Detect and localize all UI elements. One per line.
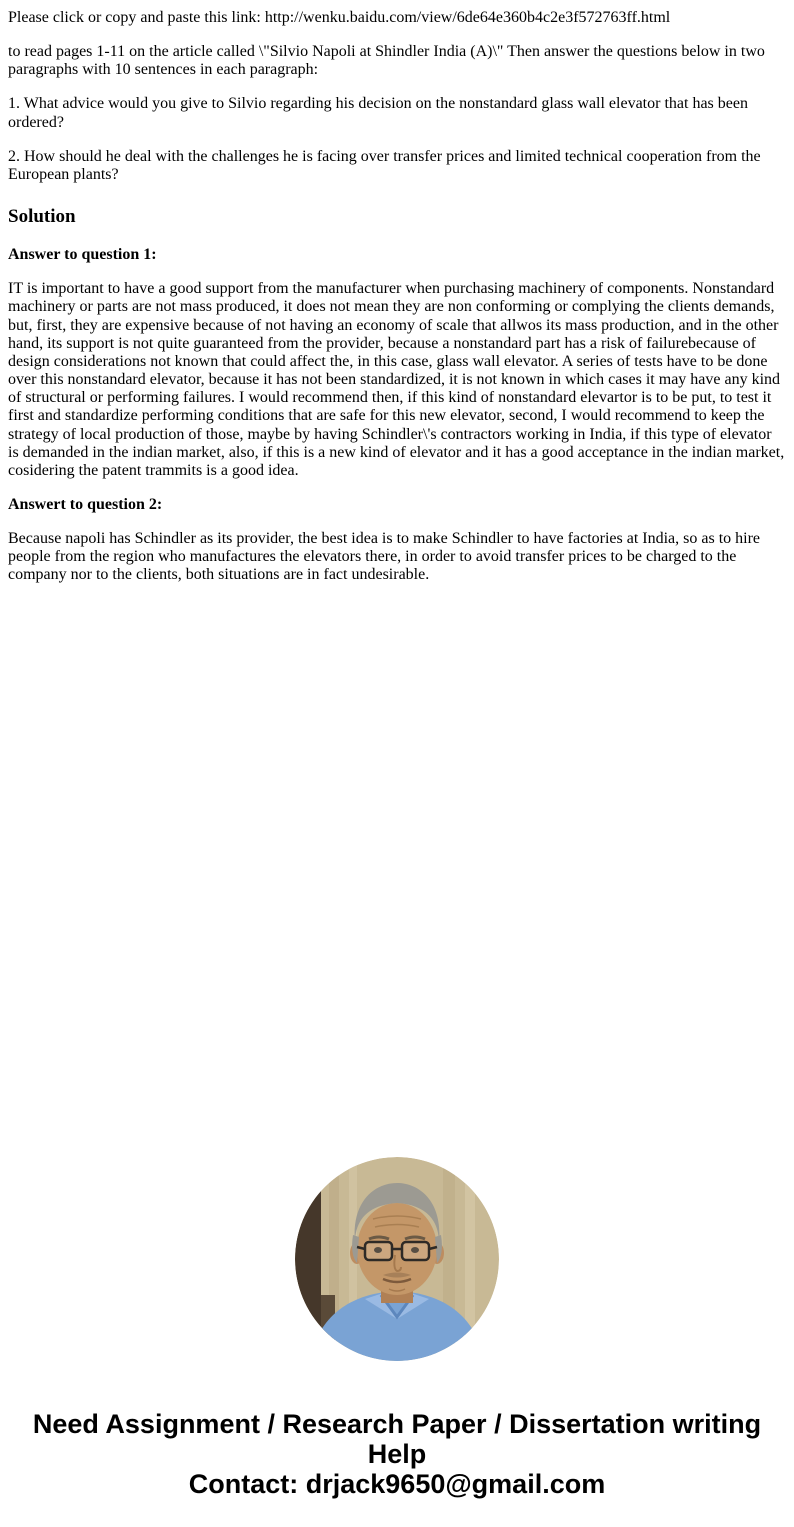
question-1: 1. What advice would you give to Silvio regarding his decision on the nonstandard glass wall elevator that has been ordered? [8, 95, 748, 131]
link-instruction-line [8, 9, 786, 27]
answer-2-text: Because napoli has Schindler as its provider, the best idea is to make Schindler to have factories at India, so as to hire people from the region who manufactures the elevators there, in order to avoid transfer prices to be charged to the company nor to the clients, both situations are in fact undesirable. [8, 530, 761, 584]
door-frame [295, 1157, 321, 1361]
question-2: 2. How should he deal with the challenges he is facing over transfer prices and limited technical cooperation from the European plants? [8, 147, 761, 183]
assignment-instructions: to read pages 1-11 on the article called \"Silvio Napoli at Shindler India (A)\" Then answer the questions below in two paragraphs with 10 sentences in each paragraph: [8, 43, 765, 79]
answer-2-label: Answert to question 2: [8, 495, 163, 513]
solution-heading: Solution [8, 206, 76, 228]
help-offer-text: Need Assignment / Research Paper / Dissertation writing Help [32, 1408, 762, 1469]
wenku-document-url: http://wenku.baidu.com/view/6de64e360b4c2e3f572763ff.html [264, 9, 671, 26]
link-instruction-prefix: Please click or copy and paste this link: [8, 9, 265, 26]
answer-1-text: IT is important to have a good support from the manufacturer when purchasing machinery of components. Nonstandard machinery or parts are not mass produced, it does not mean they are non conforming or complying the clients demands, but, first, they are expensive because of not having an economy of scale that allwos its mass production, and in the other hand, its support is not quite guaranteed from the provider, because a nonstandard part has a risk of failurebecause of design considerations not known that could affect the, in this case, glass wall elevator. A series of tests have to be done over this nonstandard elevator, because it has not been standardized, it is not known in which cases it may have any kind of structural or performing failures. I would recommend then, if this kind of nonstandard elevartor is to be put, to test it first and standardize performing conditions that are safe for this new elevator, second, I would recommend to keep the strategy of local production of those, maybe by having Schindler\'s contractors working in India, if this type of elevator is demanded in the indian market, also, if this is a new kind of elevator and it has a good acceptance in the indian market, cosidering the patent trammits is a good idea. [8, 280, 785, 479]
contact-email-text: Contact: drjack9650@gmail.com [188, 1468, 606, 1499]
empty-space [0, 601, 794, 1157]
tutor-photo [295, 1157, 499, 1361]
footer-banner [0, 1409, 794, 1527]
tutor-photo-section [0, 1157, 794, 1361]
answer-1-label: Answer to question 1: [8, 246, 157, 264]
assignment-page [0, 0, 794, 585]
